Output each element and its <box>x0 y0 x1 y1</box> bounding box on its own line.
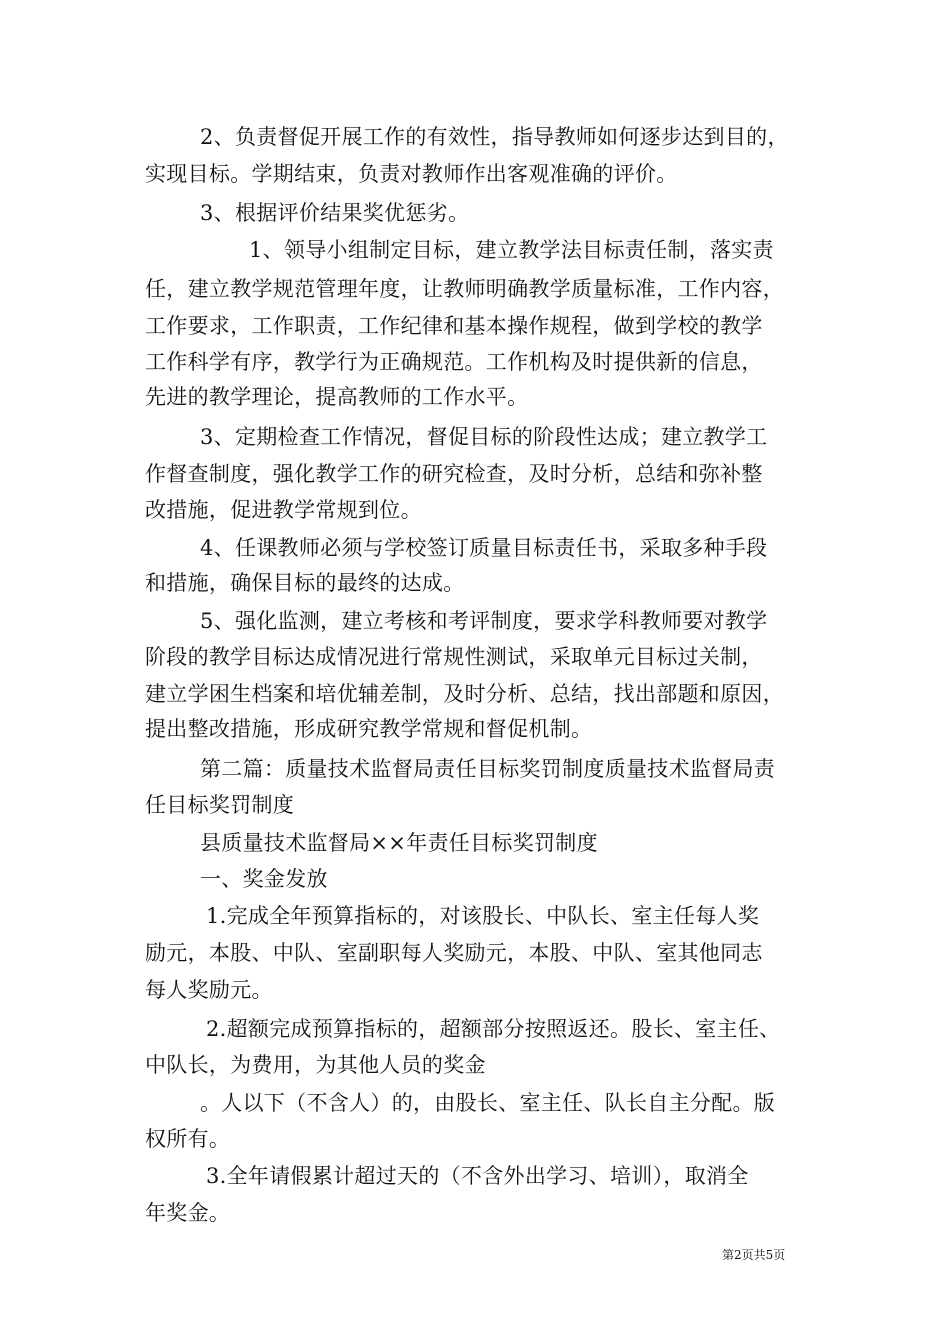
body-text-line: 5、强化监测，建立考核和考评制度，要求学科教师要对教学 <box>200 609 768 633</box>
body-text-line: 3、根据评价结果奖优惩劣。 <box>200 201 470 225</box>
document-title: 县质量技术监督局××年责任目标奖罚制度 <box>200 831 598 855</box>
body-text-line: 励元，本股、中队、室副职每人奖励元，本股、中队、室其他同志 <box>145 941 763 965</box>
section-heading: 一、奖金发放 <box>200 867 328 891</box>
body-text-line: 1.完成全年预算指标的，对该股长、中队长、室主任每人奖 <box>206 904 760 928</box>
body-text-line: 权所有。 <box>145 1127 231 1151</box>
body-text-line: 任，建立教学规范管理年度，让教师明确教学质量标准，工作内容， <box>145 277 784 301</box>
body-text-line: 提出整改措施，形成研究教学常规和督促机制。 <box>145 717 593 741</box>
body-text-line: 。人以下（不含人）的，由股长、室主任、队长自主分配。版 <box>200 1091 776 1115</box>
body-text-line: 和措施，确保目标的最终的达成。 <box>145 571 465 595</box>
body-text-line: 1、领导小组制定目标，建立教学法目标责任制，落实责 <box>249 238 774 262</box>
body-text-line: 年奖金。 <box>145 1201 231 1225</box>
body-text-line: 先进的教学理论，提高教师的工作水平。 <box>145 385 529 409</box>
body-text-line: 中队长，为费用，为其他人员的奖金 <box>145 1053 486 1077</box>
body-text-line: 2、负责督促开展工作的有效性，指导教师如何逐步达到目的， <box>200 125 789 149</box>
body-text-line: 工作科学有序，教学行为正确规范。工作机构及时提供新的信息， <box>145 350 763 374</box>
body-text-line: 改措施，促进教学常规到位。 <box>145 498 422 522</box>
body-text-line: 工作要求，工作职责，工作纪律和基本操作规程，做到学校的教学 <box>145 314 763 338</box>
body-text-line: 阶段的教学目标达成情况进行常规性测试，采取单元目标过关制， <box>145 645 763 669</box>
section-heading: 第二篇：质量技术监督局责任目标奖罚制度质量技术监督局责 <box>200 757 776 781</box>
body-text-line: 每人奖励元。 <box>145 978 273 1002</box>
body-text-line: 2.超额完成预算指标的，超额部分按照返还。股长、室主任、 <box>206 1017 781 1041</box>
body-text-line: 作督查制度，强化教学工作的研究检查，及时分析，总结和弥补整 <box>145 462 763 486</box>
body-text-line: 实现目标。学期结束，负责对教师作出客观准确的评价。 <box>145 162 678 186</box>
body-text-line: 3、定期检查工作情况，督促目标的阶段性达成；建立教学工 <box>200 425 768 449</box>
body-text-line: 3.全年请假累计超过天的（不含外出学习、培训），取消全 <box>206 1164 749 1188</box>
section-heading: 任目标奖罚制度 <box>145 793 295 817</box>
page-number: 第2页共5页 <box>722 1248 786 1262</box>
body-text-line: 4、任课教师必须与学校签订质量目标责任书，采取多种手段 <box>200 536 768 560</box>
body-text-line: 建立学困生档案和培优辅差制，及时分析、总结，找出部题和原因， <box>145 682 784 706</box>
